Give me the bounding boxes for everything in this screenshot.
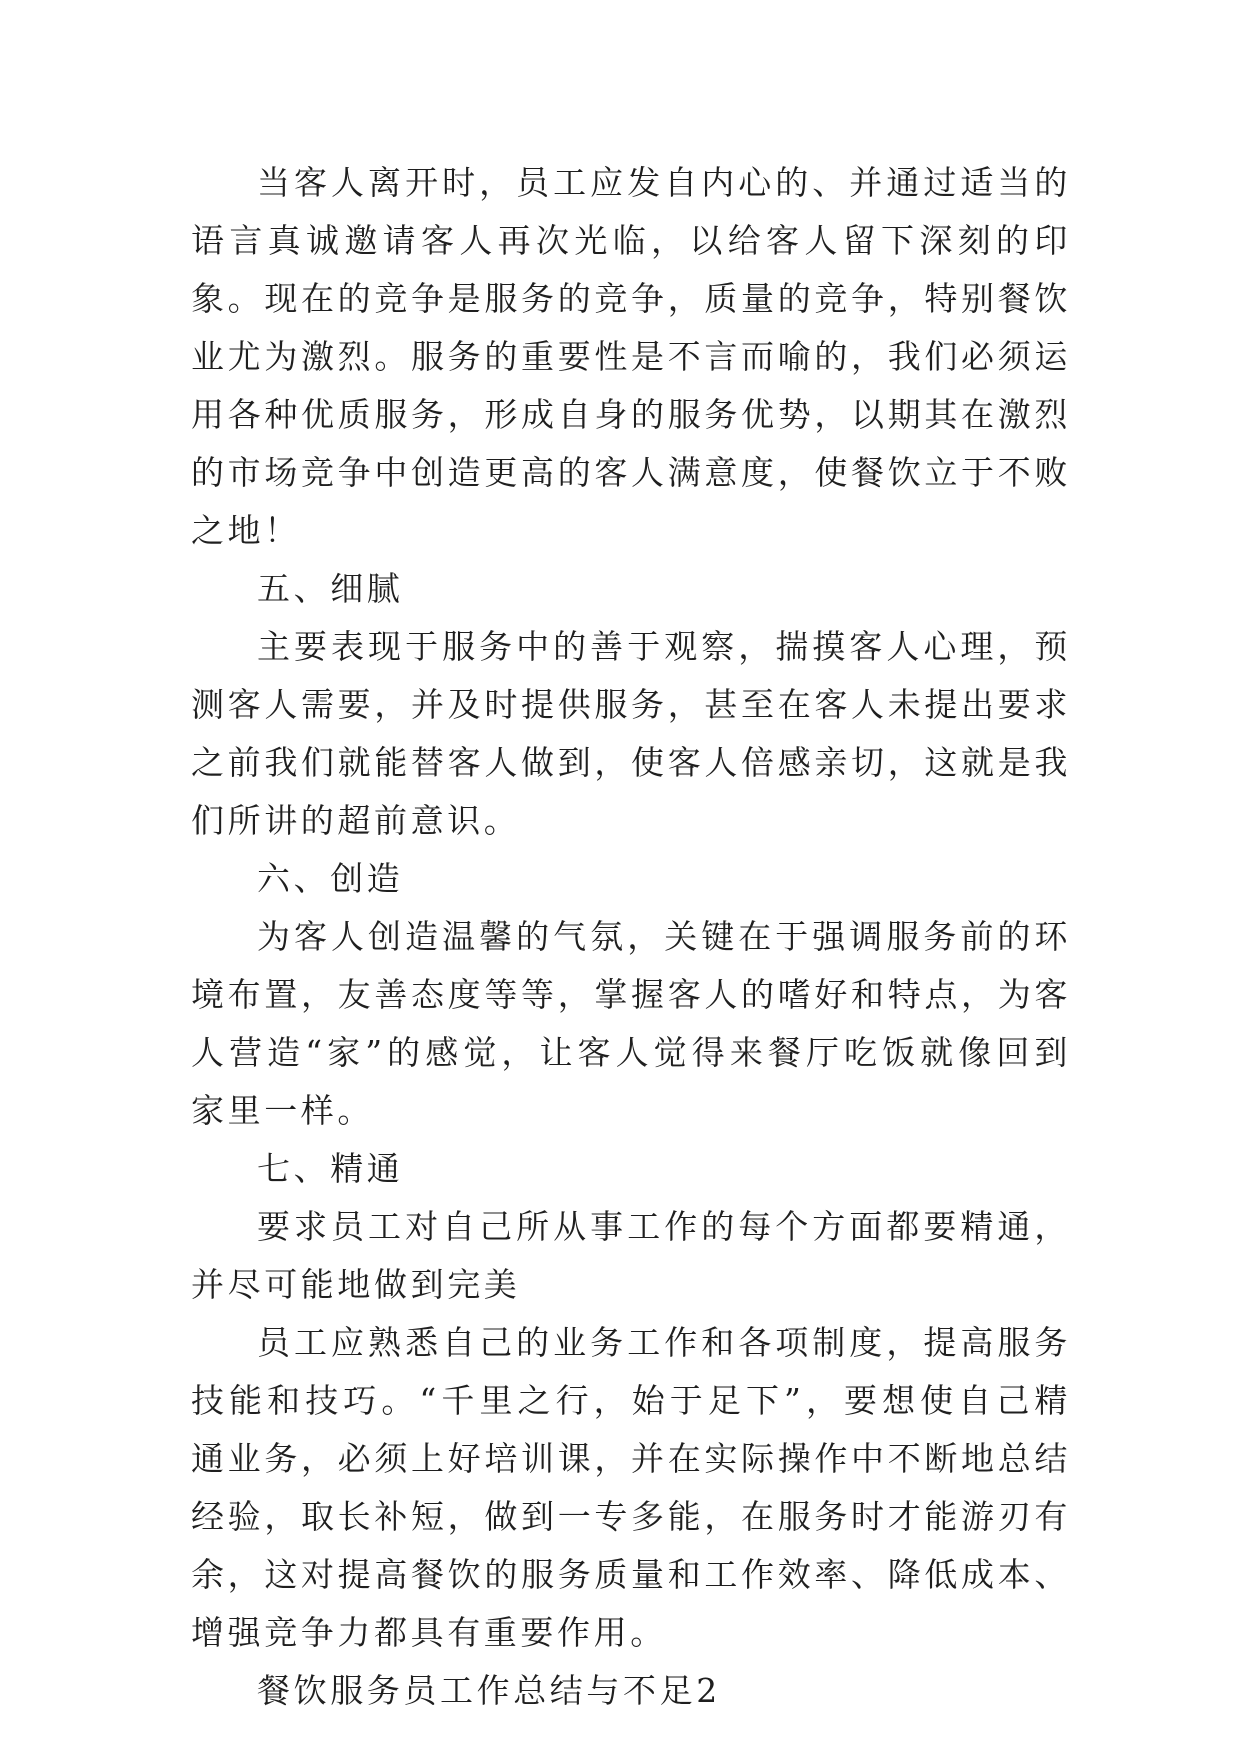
section-heading-delicate: 五、细腻	[257, 569, 404, 608]
paragraph-delicate: 主要表现于服务中的善于观察，揣摸客人心理，预测客人需要，并及时提供服务，甚至在客人未提出要求之前我们就能替客人做到，使客人倍感亲切，这就是我们所讲的超前意识。	[191, 627, 1071, 840]
paragraph-proficient-detail: 员工应熟悉自己的业务工作和各项制度，提高服务技能和技巧。“千里之行，始于足下”，要想使自己精通业务，必须上好培训课，并在实际操作中不断地总结经验，取长补短，做到一专多能，在服务时才能游刃有余，这对提高餐饮的服务质量和工作效率、降低成本、增强竞争力都具有重要作用。	[191, 1323, 1071, 1652]
section-heading-create: 六、创造	[257, 859, 404, 898]
paragraph-proficient-requirement: 要求员工对自己所从事工作的每个方面都要精通，并尽可能地做到完美	[191, 1207, 1071, 1304]
section-heading-proficient: 七、精通	[257, 1149, 404, 1188]
paragraph-create: 为客人创造温馨的气氛，关键在于强调服务前的环境布置，友善态度等等，掌握客人的嗜好和特点，为客人营造“家”的感觉，让客人觉得来餐厅吃饭就像回到家里一样。	[191, 917, 1071, 1130]
paragraph-closing-service: 当客人离开时，员工应发自内心的、并通过适当的语言真诚邀请客人再次光临，以给客人留下深刻的印象。现在的竞争是服务的竞争，质量的竞争，特别餐饮业尤为激烈。服务的重要性是不言而喻的，我们必须运用各种优质服务，形成自身的服务优势，以期其在激烈的市场竞争中创造更高的客人满意度，使餐饮立于不败之地！	[191, 163, 1071, 550]
document-subtitle: 餐饮服务员工作总结与不足2	[257, 1671, 721, 1710]
document-body	[191, 154, 1071, 1720]
